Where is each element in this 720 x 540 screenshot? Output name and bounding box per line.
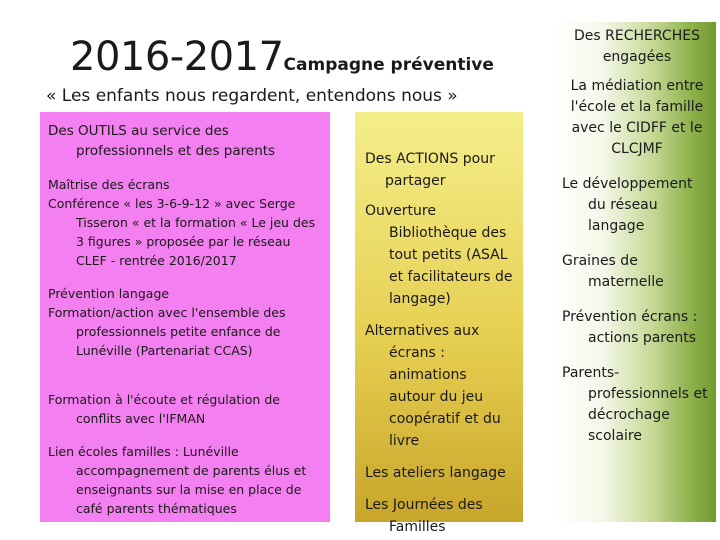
page-title xyxy=(70,34,494,80)
outils-line: Conférence « les 3-6-9-12 » avec Serge Tisseron « et la formation « Le jeu des 3 figures » proposée par le réseau CLEF - rentrée 2016/2017 xyxy=(48,196,316,268)
recherches-panel xyxy=(556,22,716,522)
title-year: 2016-2017 xyxy=(70,34,284,80)
actions-item: Les Journées des Familles xyxy=(365,497,483,535)
outils-line: Maîtrise des écrans xyxy=(48,177,170,192)
outils-line: Lien écoles familles : Lunéville accompagnement de parents élus et enseignants sur la mise en place de café parents thématiques xyxy=(48,444,307,516)
outils-line: Formation/action avec l'ensemble des professionnels petite enfance de Lunéville (Partenariat CCAS) xyxy=(48,305,286,358)
actions-item: Ouverture Bibliothèque des tout petits (ASAL et facilitateurs de langage) xyxy=(365,203,513,307)
outils-panel xyxy=(40,112,330,522)
actions-item: Alternatives aux écrans : animations autour du jeu coopératif et du livre xyxy=(365,323,501,449)
slogan: « Les enfants nous regardent, entendons nous » xyxy=(46,86,458,106)
actions-panel xyxy=(355,112,523,535)
outils-line: Prévention langage xyxy=(48,286,170,301)
title-subtitle: Campagne préventive xyxy=(283,55,494,75)
outils-block xyxy=(48,390,324,428)
actions-heading: Des ACTIONS pour partager xyxy=(365,151,495,189)
recherches-item: Le développement du réseau langage xyxy=(562,176,693,234)
outils-block xyxy=(48,175,324,270)
recherches-heading: Des RECHERCHES engagées xyxy=(574,28,700,65)
outils-block xyxy=(48,442,324,518)
recherches-item: Parents-professionnels et décrochage scolaire xyxy=(562,365,708,444)
recherches-item: Prévention écrans : actions parents xyxy=(562,309,698,346)
actions-item: Les ateliers langage xyxy=(365,465,506,481)
recherches-item: Graines de maternelle xyxy=(562,253,664,290)
outils-block xyxy=(48,284,324,360)
recherches-item: La médiation entre l'école et la famille avec le CIDFF et le CLCJMF xyxy=(570,78,704,157)
outils-heading: Des OUTILS au service des professionnels et des parents xyxy=(48,123,276,159)
outils-line: Formation à l'écoute et régulation de conflits avec l'IFMAN xyxy=(48,392,280,426)
